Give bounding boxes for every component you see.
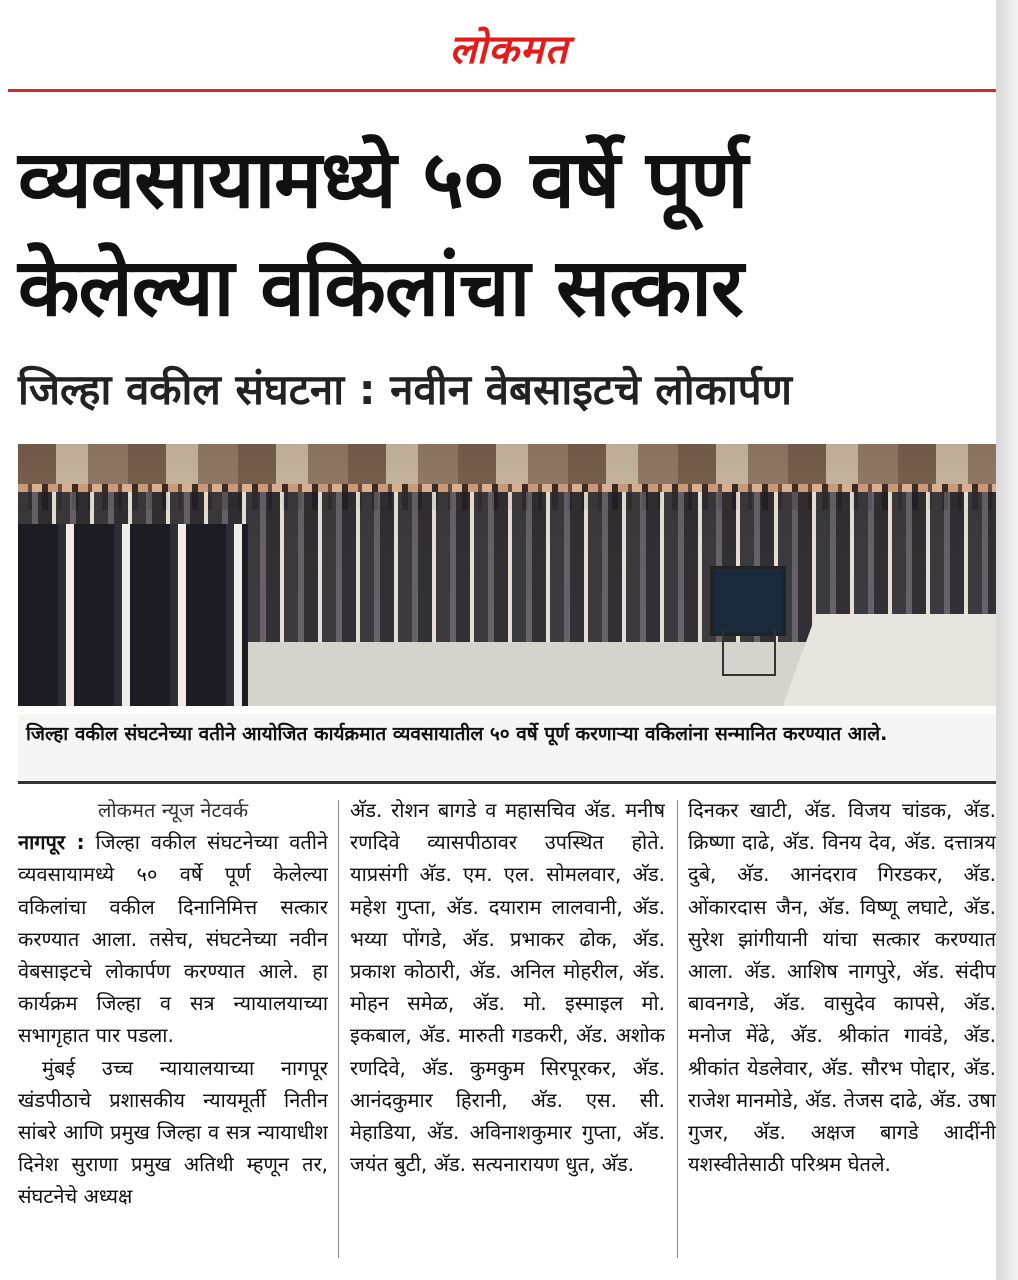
byline: लोकमत न्यूज नेटवर्क	[97, 798, 249, 822]
subheadline: जिल्हा वकील संघटना : नवीन वेबसाइटचे लोकार्पण	[18, 365, 793, 414]
dateline: नागपूर :	[18, 830, 85, 855]
paragraph-1	[18, 826, 328, 1051]
photo-tv-stand	[722, 630, 776, 676]
newspaper-masthead: लोकमत	[449, 27, 569, 73]
photo-tv-screen	[710, 566, 786, 636]
headline-line-1: व्यवसायामध्ये ५० वर्षे पूर्ण	[18, 133, 748, 226]
photo-caption: जिल्हा वकील संघटनेच्या वतीने आयोजित कार्यक्रमात व्यवसायातील ५० वर्षे पूर्ण करणाऱ्या वकिलांना सन्मानित करण्यात आले.	[18, 714, 996, 784]
column-3-text: दिनकर खाटी, अ‍ॅड. विजय चांडक, अ‍ॅड. क्रिष्णा दाढे, अ‍ॅड. विनय देव, अ‍ॅड. दत्तात्रय दुबे, अ‍ॅड. आनंदराव गिरडकर, अ‍ॅड. ओंकारदास जैन, अ‍ॅड. विष्णू लघाटे, अ‍ॅड. सुरेश झांगीयानी यांचा सत्कार करण्यात आला. अ‍ॅड. आशिष नागपुरे, अ‍ॅड. संदीप बावनगडे, अ‍ॅड. वासुदेव कापसे, अ‍ॅड. मनोज मेंढे, अ‍ॅड. श्रीकांत गावंडे, अ‍ॅड. श्रीकांत येडलेवार, अ‍ॅड. सौरभ पोद्दार, अ‍ॅड. राजेश मानमोडे, अ‍ॅड. तेजस दाढे, अ‍ॅड. उषा गुजर, अ‍ॅड. अक्षज बागडे आदींनी यशस्वीतेसाठी परिश्रम घेतले.	[688, 798, 996, 1177]
headline-line-2: केलेल्या वकिलांचा सत्कार	[18, 241, 743, 334]
page-edge-shadow	[996, 0, 1018, 1280]
masthead-rule	[8, 89, 996, 92]
paragraph-1-text: जिल्हा वकील संघटनेच्या वतीने व्यवसायामध्ये ५० वर्षे पूर्ण केलेल्या वकिलांचा वकील दिनानिमित्त सत्कार करण्यात आला. तसेच, संघटनेच्या नवीन वेबसाइटचे लोकार्पण करण्यात आले. हा कार्यक्रम जिल्हा व सत्र न्यायालयाच्या सभागृहात पार पडला.	[18, 830, 328, 1048]
column-divider	[677, 800, 678, 1258]
article-column-2	[350, 794, 665, 1264]
column-divider	[338, 800, 339, 1258]
column-2-text: अ‍ॅड. रोशन बागडे व महासचिव अ‍ॅड. मनीष रणदिवे व्यासपीठावर उपस्थित होते. याप्रसंगी अ‍ॅड. एम. एल. सोमलवार, अ‍ॅड. महेश गुप्ता, अ‍ॅड. दयाराम लालवानी, अ‍ॅड. भय्या पोंगडे, अ‍ॅड. प्रभाकर ढोक, अ‍ॅड. प्रकाश कोठारी, अ‍ॅड. अनिल मोहरील, अ‍ॅड. मोहन समेळ, अ‍ॅड. मो. इस्माइल मो. इकबाल, अ‍ॅड. मारुती गडकरी, अ‍ॅड. अशोक रणदिवे, अ‍ॅड. कुमकुम सिरपूरकर, अ‍ॅड. आनंदकुमार हिरानी, अ‍ॅड. एस. सी. मेहाडिया, अ‍ॅड. अविनाशकुमार गुप्ता, अ‍ॅड. जयंत बुटी, अ‍ॅड. सत्यनारायण धुत, अ‍ॅड.	[350, 798, 665, 1177]
paragraph-2: मुंबई उच्च न्यायालयाच्या नागपूर खंडपीठाचे प्रशासकीय न्यायमूर्ती नितीन सांबरे आणि प्रमुख जिल्हा व सत्र न्यायाधीश दिनेश सुराणा प्रमुख अतिथी म्हणून तर, संघटनेचे अध्यक्ष	[18, 1055, 328, 1209]
event-group-photo	[18, 444, 996, 706]
article-column-3	[688, 794, 996, 1264]
photo-front-group	[18, 524, 248, 706]
photo-table	[780, 614, 996, 706]
article-column-1	[18, 794, 328, 1264]
